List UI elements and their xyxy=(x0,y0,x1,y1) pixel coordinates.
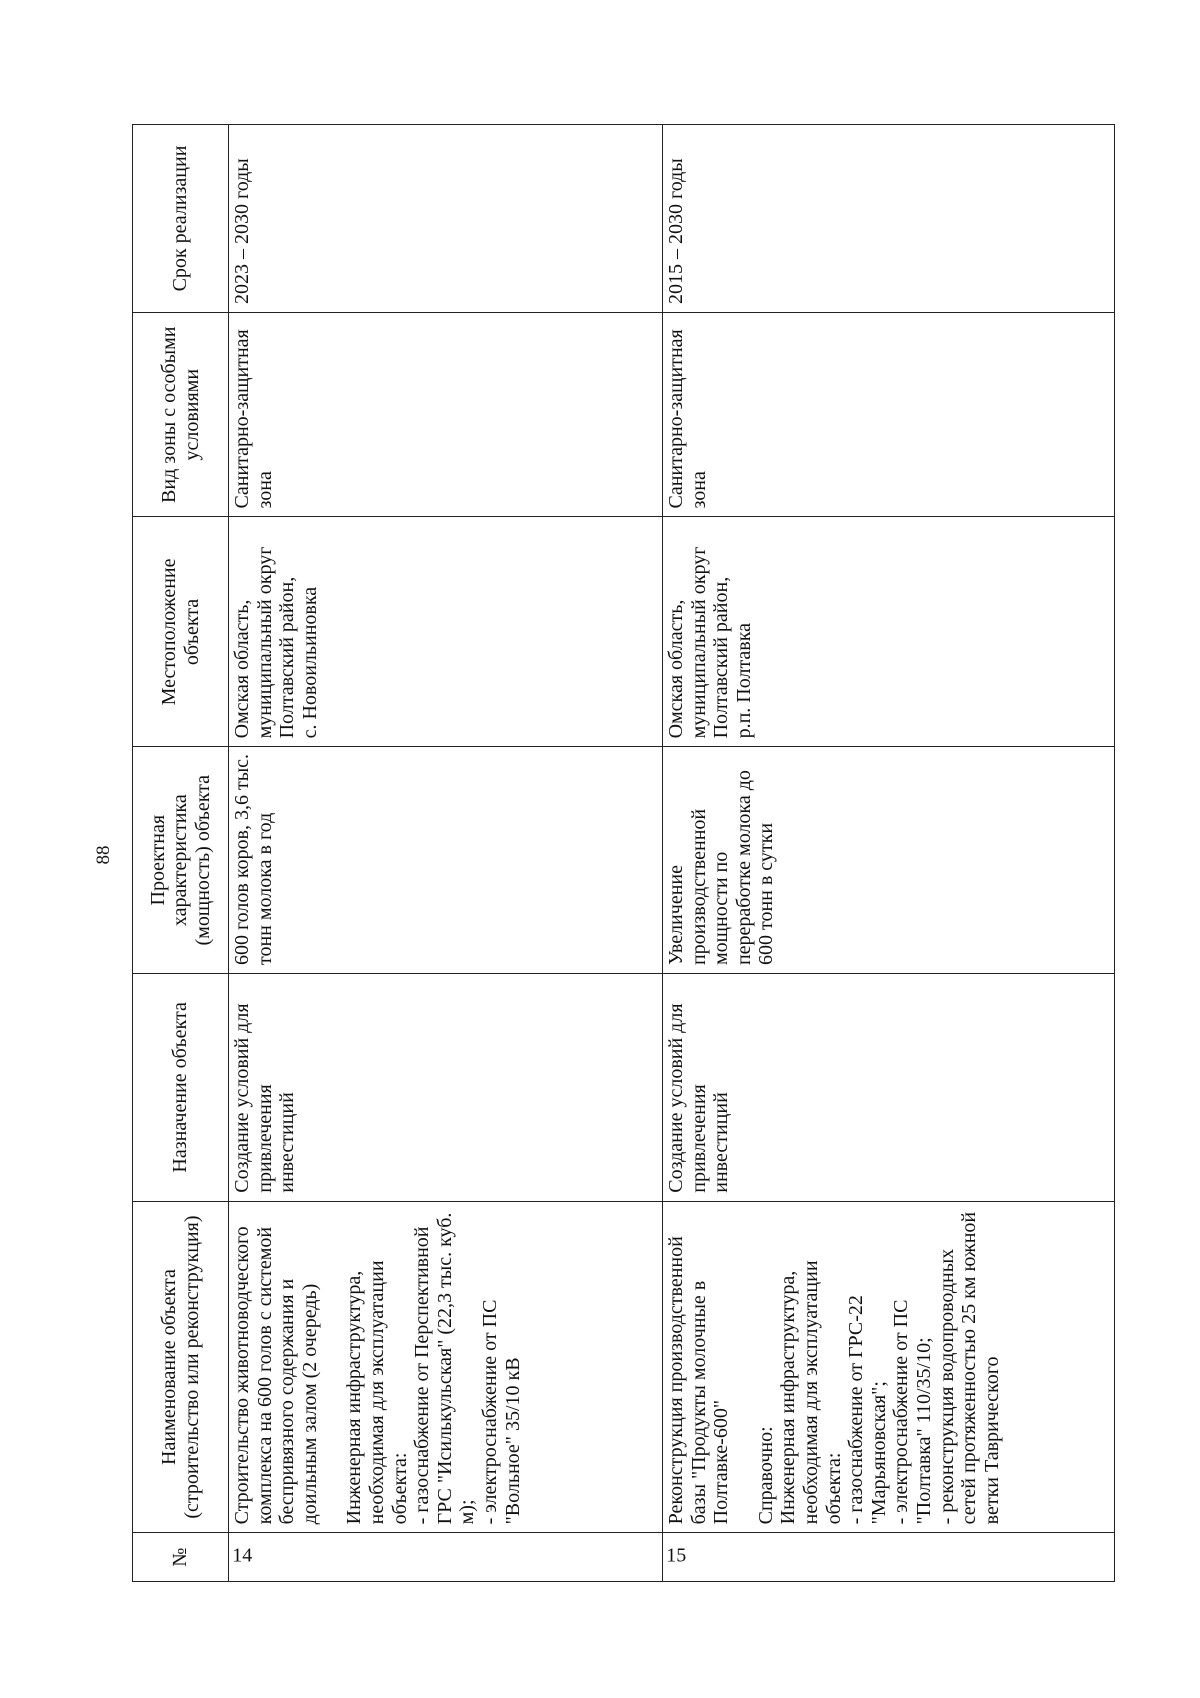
header-zone: Вид зоны с особыми условиями xyxy=(133,313,229,518)
row-number: 15 xyxy=(666,1544,687,1567)
table-header-row xyxy=(133,125,229,1582)
objects-table xyxy=(132,124,1115,1582)
object-name-cell xyxy=(229,1201,663,1533)
page-number: 88 xyxy=(93,845,114,865)
header-name: Наименование объекта (строительство или реконструкция) xyxy=(133,1201,229,1533)
capacity-cell: 600 голов коров, 3,6 тыс. тонн молока в год xyxy=(229,747,663,974)
row-number: 14 xyxy=(232,1544,253,1567)
table-row xyxy=(663,125,1115,1582)
zone-cell: Санитарно-защитная зона xyxy=(229,313,663,518)
row-number-cell xyxy=(663,1533,1115,1582)
purpose-cell: Создание условий для привлечения инвестиций xyxy=(229,974,663,1202)
header-num: № xyxy=(133,1533,229,1582)
purpose-cell: Создание условий для привлечения инвестиций xyxy=(663,974,1115,1202)
infrastructure-item: - электроснабжение от ПС "Полтавка" 110/35/10; xyxy=(890,1299,935,1525)
row-number-cell xyxy=(229,1533,663,1582)
header-capacity: Проектная характеристика (мощность) объекта xyxy=(133,747,229,974)
reference-heading: Справочно: xyxy=(754,1426,777,1525)
header-location: Местоположение объекта xyxy=(133,517,229,747)
zone-cell: Санитарно-защитная зона xyxy=(663,313,1115,518)
table-row xyxy=(229,125,663,1582)
location-cell xyxy=(229,517,663,747)
infrastructure-item: - газоснабжение от ГРС-22 "Марьяновская"; xyxy=(845,1295,890,1525)
header-term: Срок реализации xyxy=(133,125,229,313)
object-name: Реконструкция производственной базы "Продукты молочные в Полтавке-600" xyxy=(665,1236,733,1525)
location-settlement: р.п. Полтавка xyxy=(732,622,755,739)
infrastructure-item: - электроснабжение от ПС "Вольное" 35/10 кВ xyxy=(478,1299,524,1525)
header-purpose: Назначение объекта xyxy=(133,974,229,1202)
infrastructure-item: - реконструкция водопроводных сетей протяженностью 25 км южной ветки Таврического xyxy=(935,1211,1003,1525)
location-settlement: с. Новоильиновка xyxy=(298,586,321,739)
capacity-cell: Увеличение производственной мощности по переработке молока до 600 тонн в сутки xyxy=(663,747,1115,974)
location-region: Омская область, муниципальный округ Полтавский район, xyxy=(665,546,733,739)
infrastructure-item: - газоснабжение от Перспективной ГРС "Исилькульская" (22,3 тыс. куб. м); xyxy=(411,1212,479,1525)
location-region: Омская область, муниципальный округ Полтавский район, xyxy=(231,546,299,739)
object-name-cell xyxy=(663,1201,1115,1533)
term-cell: 2015 – 2030 годы xyxy=(663,125,1115,313)
infrastructure-heading: Инженерная инфраструктура, необходимая для эксплуатации объекта: xyxy=(343,1260,411,1525)
location-cell xyxy=(663,517,1115,747)
table-container xyxy=(132,124,1114,1582)
object-name: Строительство животноводческого комплекса на 600 голов с системой беспривязного содержания и доильным залом (2 очередь) xyxy=(231,1226,321,1525)
infrastructure-heading: Инженерная инфраструктура, необходимая для эксплуатации объекта: xyxy=(777,1260,845,1525)
term-cell: 2023 – 2030 годы xyxy=(229,125,663,313)
